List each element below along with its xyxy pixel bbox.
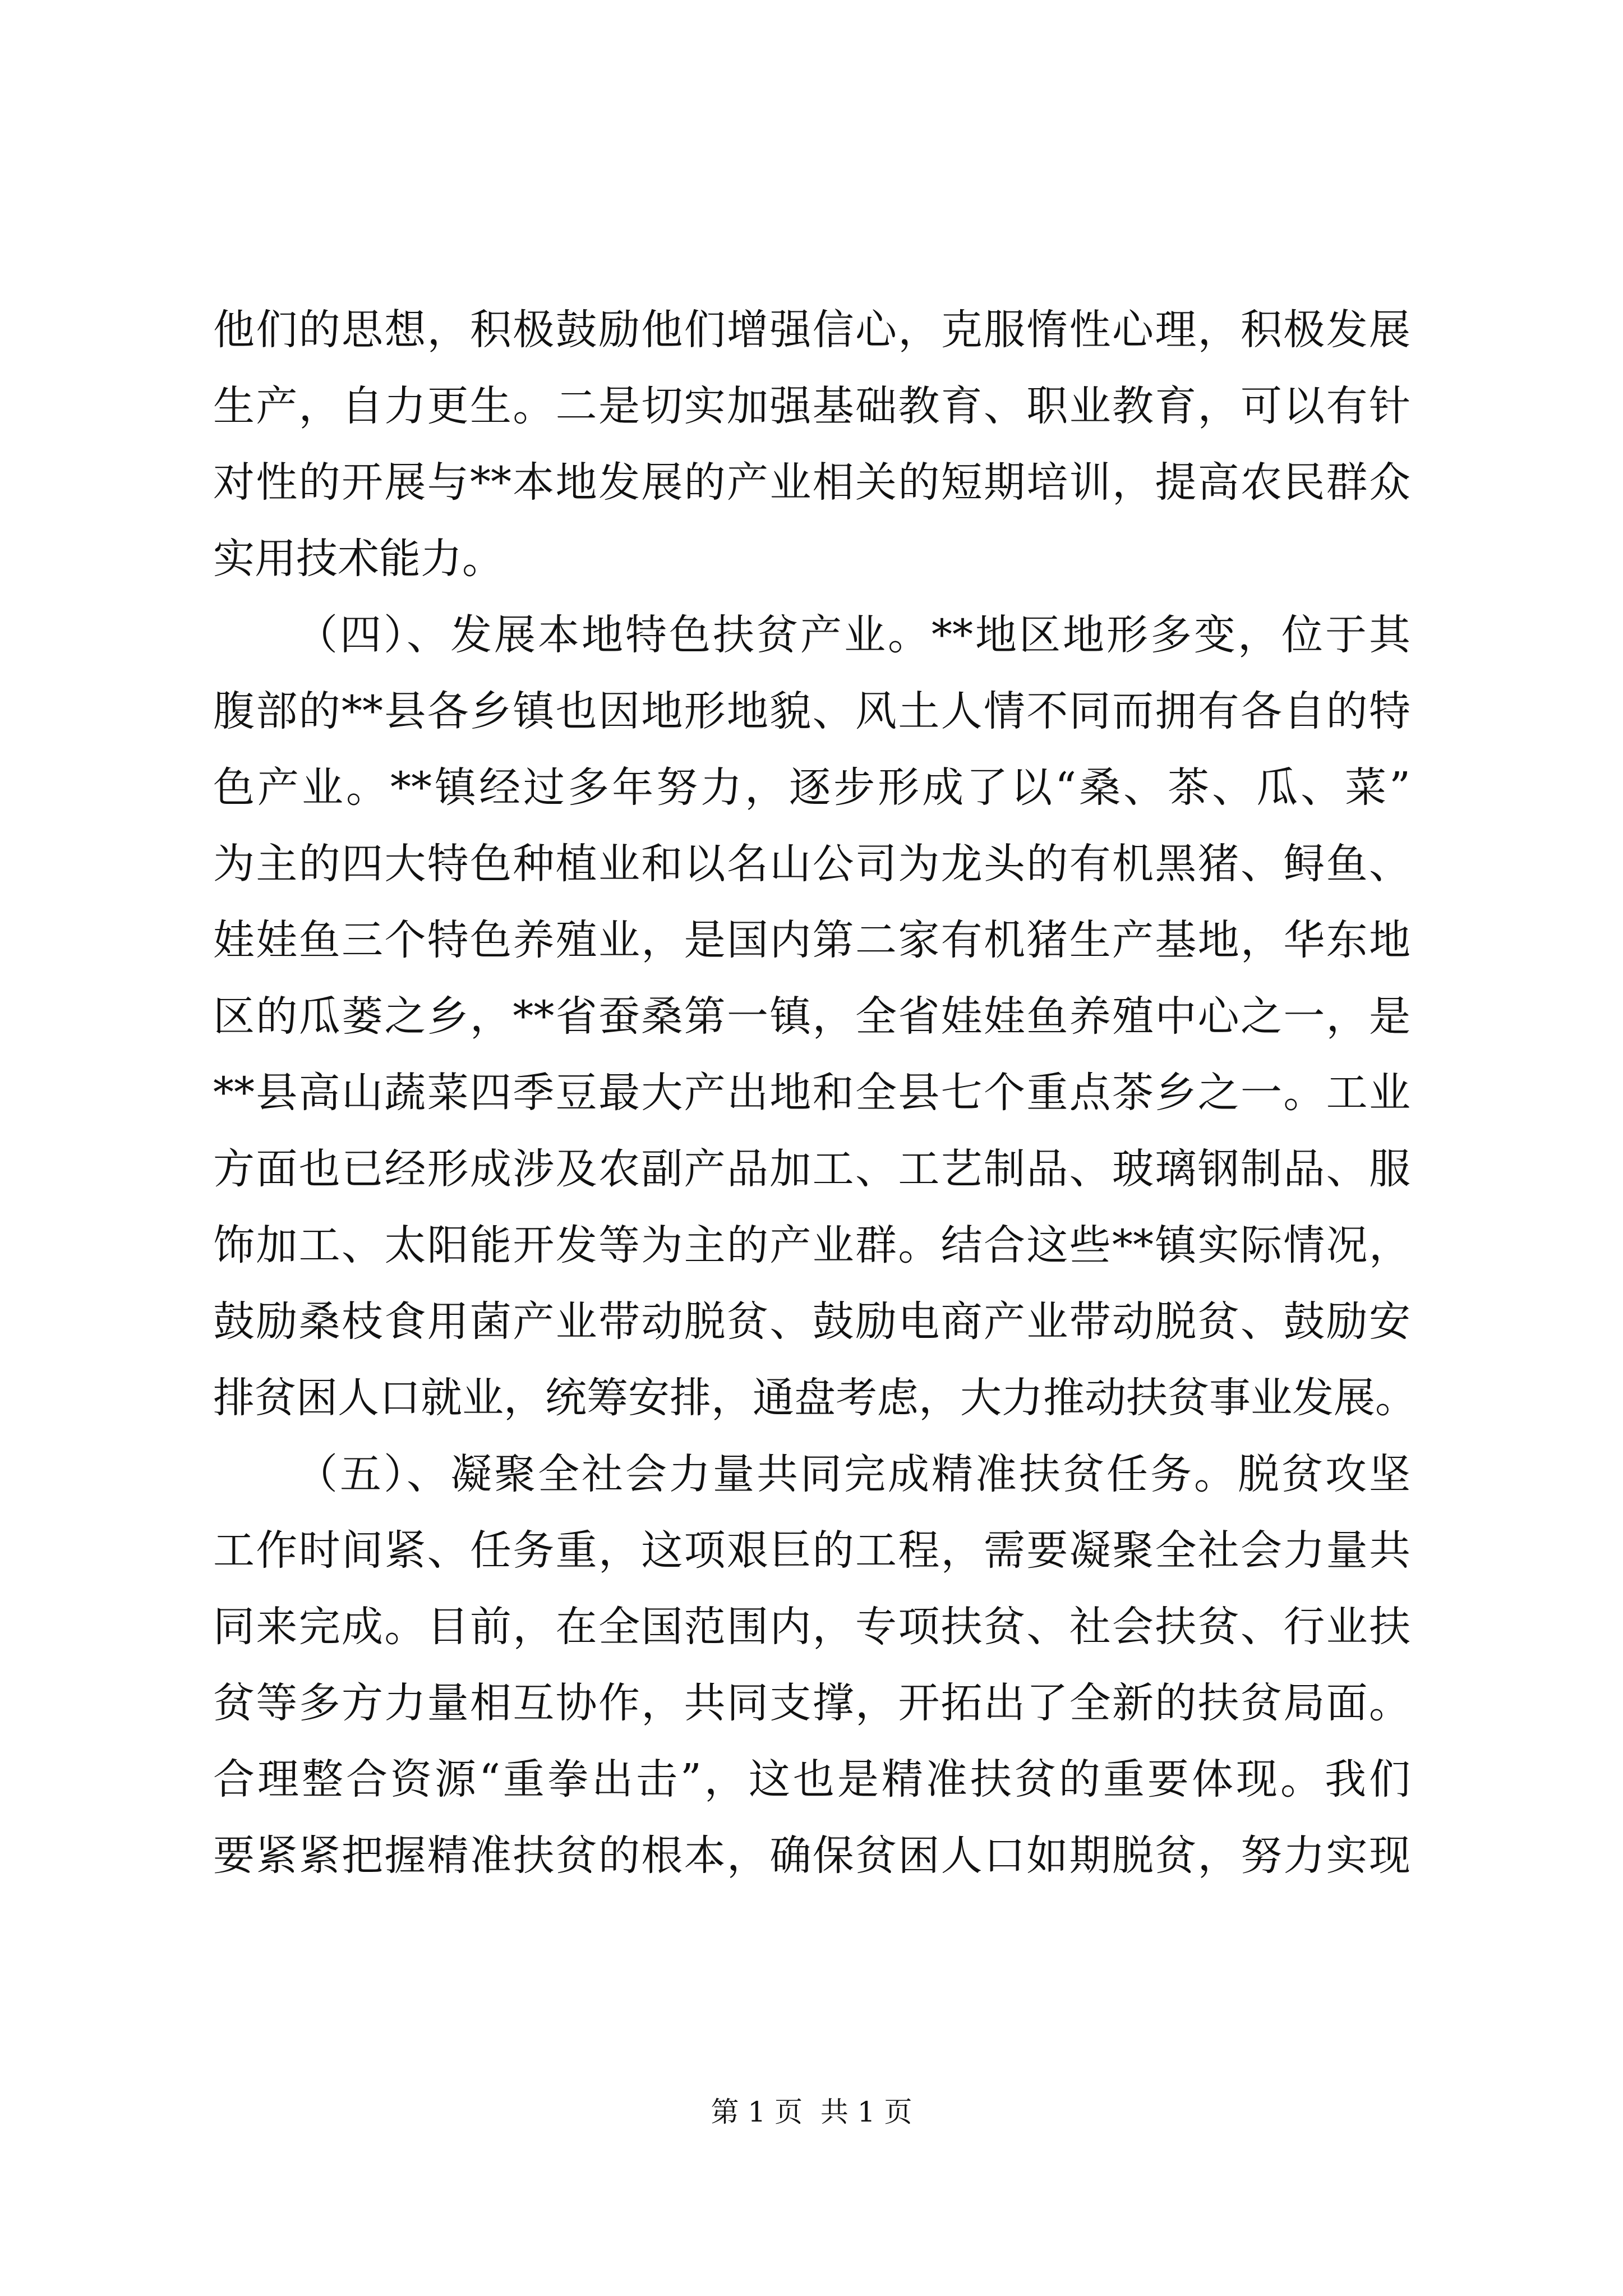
- text-line: （四）、发展本地特色扶贫产业。**地区地形多变，位于其: [296, 611, 1410, 659]
- text-line: 工作时间紧、任务重，这项艰巨的工程，需要凝聚全社会力量共: [213, 1526, 1410, 1575]
- text-line: 对性的开展与**本地发展的产业相关的短期培训，提高农民群众: [213, 458, 1410, 507]
- text-line: 要紧紧把握精准扶贫的根本，确保贫困人口如期脱贫，努力实现: [213, 1832, 1410, 1880]
- text-line: 生产，自力更生。二是切实加强基础教育、职业教育，可以有针: [213, 382, 1410, 430]
- document-body: [213, 292, 1417, 1894]
- text-line: 鼓励桑枝食用菌产业带动脱贫、鼓励电商产业带动脱贫、鼓励安: [213, 1297, 1410, 1346]
- text-line: **县高山蔬菜四季豆最大产出地和全县七个重点茶乡之一。工业: [213, 1069, 1410, 1117]
- text-line: 同来完成。目前，在全国范围内，专项扶贫、社会扶贫、行业扶: [213, 1603, 1410, 1651]
- text-line: 区的瓜蒌之乡，**省蚕桑第一镇，全省娃娃鱼养殖中心之一，是: [213, 992, 1410, 1041]
- text-line: 腹部的**县各乡镇也因地形地貌、风土人情不同而拥有各自的特: [213, 687, 1410, 735]
- text-line: 娃娃鱼三个特色养殖业，是国内第二家有机猪生产基地，华东地: [213, 916, 1410, 964]
- text-line: 饰加工、太阳能开发等为主的产业群。结合这些**镇实际情况，: [213, 1221, 1410, 1269]
- text-line: 贫等多方力量相互协作，共同支撑，开拓出了全新的扶贫局面。: [213, 1679, 1410, 1727]
- text-line: 他们的思想，积极鼓励他们增强信心，克服惰性心理，积极发展: [213, 306, 1410, 354]
- text-line: （五）、凝聚全社会力量共同完成精准扶贫任务。脱贫攻坚: [296, 1450, 1410, 1498]
- text-line: 合理整合资源“重拳出击”，这也是精准扶贫的重要体现。我们: [213, 1755, 1410, 1803]
- page-number-label: 第 1 页 共 1 页: [711, 2096, 912, 2128]
- text-line: 方面也已经形成涉及农副产品加工、工艺制品、玻璃钢制品、服: [213, 1145, 1410, 1193]
- text-line: 色产业。**镇经过多年努力，逐步形成了以“桑、茶、瓜、菜”: [213, 763, 1410, 812]
- text-line: 为主的四大特色种植业和以名山公司为龙头的有机黑猪、鲟鱼、: [213, 840, 1410, 888]
- page-footer: [0, 2092, 1623, 2132]
- text-line: 排贫困人口就业，统筹安排，通盘考虑，大力推动扶贫事业发展。: [213, 1374, 1417, 1422]
- text-line: 实用技术能力。: [213, 535, 504, 583]
